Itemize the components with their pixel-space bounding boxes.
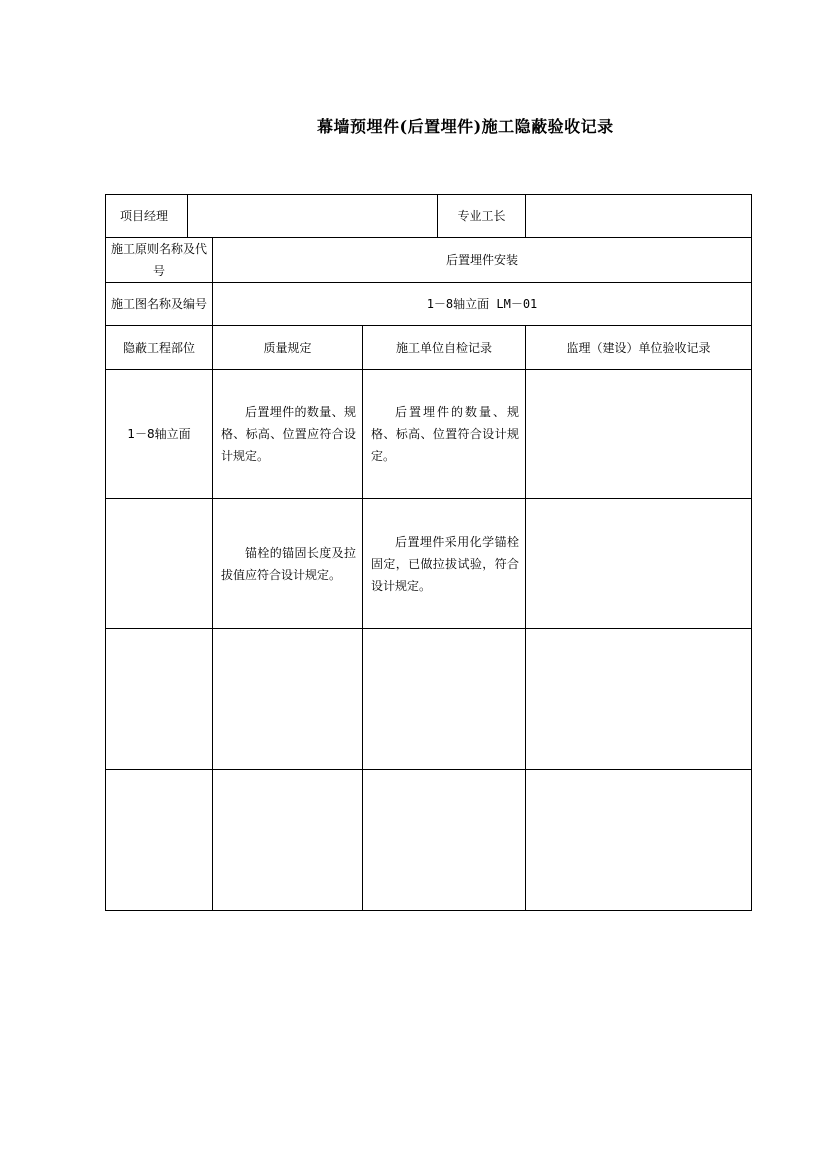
header-row-process — [106, 238, 752, 283]
column-header-location: 隐蔽工程部位 — [106, 326, 213, 370]
process-name-label: 施工原则名称及代号 — [106, 238, 213, 283]
row-self-check-text: 后置埋件采用化学锚栓固定，已做拉拔试验，符合设计规定。 — [371, 534, 519, 593]
row-quality — [213, 370, 363, 499]
row-location: 1－8轴立面 — [106, 370, 213, 499]
header-row-drawing — [106, 283, 752, 326]
row-self-check — [363, 499, 526, 629]
column-header-supervision: 监理（建设）单位验收记录 — [526, 326, 752, 370]
drawing-value: 1－8轴立面 LM－01 — [213, 283, 752, 326]
table-row — [106, 629, 752, 770]
table-row — [106, 370, 752, 499]
row-location — [106, 499, 213, 629]
column-header-row — [106, 326, 752, 370]
row-supervision — [526, 499, 752, 629]
header-row-manager — [106, 195, 752, 238]
column-header-quality: 质量规定 — [213, 326, 363, 370]
process-name-value: 后置埋件安装 — [213, 238, 752, 283]
row-quality — [213, 629, 363, 770]
row-location — [106, 770, 213, 911]
row-supervision — [526, 370, 752, 499]
row-supervision — [526, 770, 752, 911]
foreman-label: 专业工长 — [438, 195, 526, 238]
row-self-check — [363, 629, 526, 770]
column-header-self-check: 施工单位自检记录 — [363, 326, 526, 370]
row-quality — [213, 499, 363, 629]
row-self-check — [363, 770, 526, 911]
project-manager-value — [188, 195, 438, 238]
row-location — [106, 629, 213, 770]
row-self-check-text: 后置埋件的数量、规格、标高、位置符合设计规定。 — [371, 405, 519, 463]
table-row — [106, 770, 752, 911]
table-row — [106, 499, 752, 629]
row-supervision — [526, 629, 752, 770]
document-title: 幕墙预埋件(后置埋件)施工隐蔽验收记录 — [317, 117, 614, 136]
inspection-record-table — [105, 194, 752, 911]
row-quality — [213, 770, 363, 911]
project-manager-label: 项目经理 — [106, 195, 188, 238]
foreman-value — [526, 195, 752, 238]
drawing-label: 施工图名称及编号 — [106, 283, 213, 326]
row-quality-text: 锚栓的锚固长度及拉拔值应符合设计规定。 — [221, 545, 356, 582]
row-self-check — [363, 370, 526, 499]
row-quality-text: 后置埋件的数量、规格、标高、位置应符合设计规定。 — [221, 405, 356, 463]
